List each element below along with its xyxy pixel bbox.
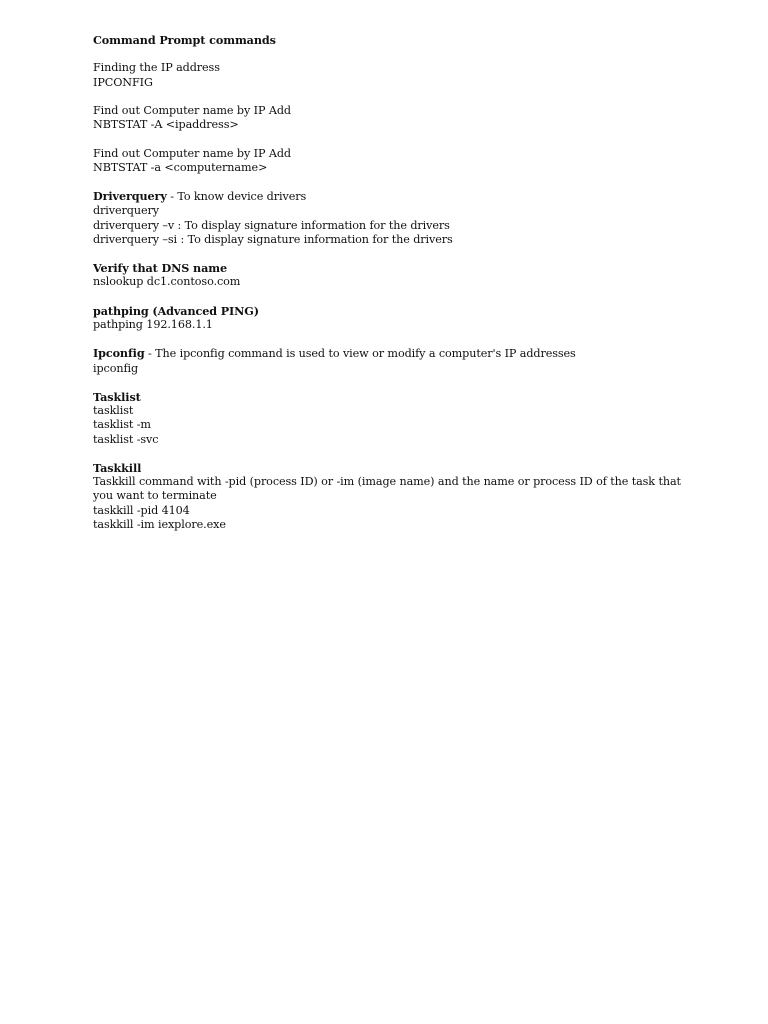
ip-heading: Finding the IP address: [93, 61, 220, 75]
ipconfig-heading: Ipconfig: [93, 346, 145, 361]
pathping-heading: pathping (Advanced PING): [93, 303, 259, 318]
driverquery-line: driverquery –v : To display signature information for the drivers: [93, 218, 450, 232]
ip-command: IPCONFIG: [93, 75, 153, 89]
spacer: [93, 376, 693, 390]
taskkill-description-1: Taskkill command with -pid (process ID) or -im (image name) and the name or process ID of the task that: [93, 475, 681, 489]
spacer: [93, 175, 693, 189]
driverquery-heading: Driverquery: [93, 189, 167, 204]
spacer: [93, 447, 693, 461]
spacer: [93, 247, 693, 261]
taskkill-command: taskkill -pid 4104: [93, 503, 190, 517]
taskkill-description-2: you want to terminate: [93, 489, 217, 503]
document-title: Command Prompt commands: [93, 33, 276, 47]
dns-command: nslookup dc1.contoso.com: [93, 275, 241, 289]
nbtstat-heading-2: Find out Computer name by IP Add: [93, 146, 291, 160]
ipconfig-heading-line: [93, 346, 693, 361]
driverquery-heading-line: [93, 189, 693, 204]
driverquery-line: driverquery: [93, 204, 159, 218]
document-page: [93, 33, 693, 532]
spacer: [93, 290, 693, 304]
driverquery-line: driverquery –si : To display signature information for the drivers: [93, 232, 453, 246]
tasklist-command: tasklist -m: [93, 418, 151, 432]
taskkill-command: taskkill -im iexplore.exe: [93, 517, 226, 531]
nbtstat-command-1: NBTSTAT -A <ipaddress>: [93, 118, 239, 132]
nbtstat-heading-1: Find out Computer name by IP Add: [93, 103, 291, 117]
spacer: [93, 132, 693, 146]
taskkill-heading: Taskkill: [93, 460, 142, 475]
ipconfig-command: ipconfig: [93, 361, 139, 375]
spacer: [93, 90, 693, 104]
tasklist-heading: Tasklist: [93, 389, 141, 404]
ipconfig-description: - The ipconfig command is used to view or modify a computer's IP addresses: [144, 347, 576, 361]
tasklist-command: tasklist -svc: [93, 432, 159, 446]
dns-heading: Verify that DNS name: [93, 261, 227, 276]
pathping-command: pathping 192.168.1.1: [93, 317, 213, 331]
tasklist-command: tasklist: [93, 404, 134, 418]
spacer: [93, 47, 693, 61]
nbtstat-command-2: NBTSTAT -a <computername>: [93, 160, 268, 174]
spacer: [93, 332, 693, 346]
driverquery-description: - To know device drivers: [166, 190, 307, 204]
